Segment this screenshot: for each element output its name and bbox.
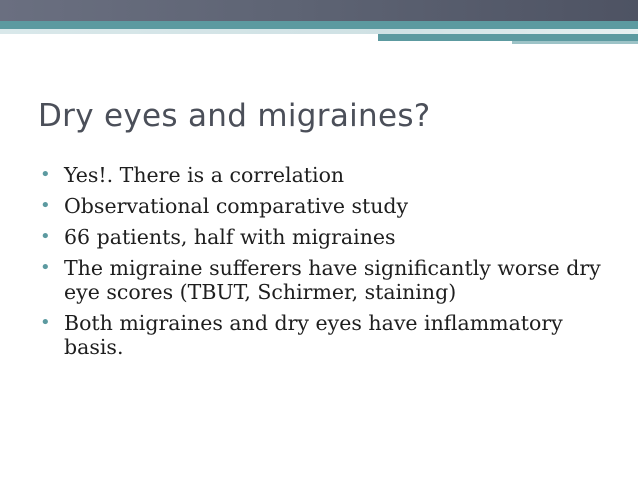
header-accent-band bbox=[378, 34, 638, 41]
bullet-icon: • bbox=[40, 195, 51, 216]
bullet-text: 66 patients, half with migraines bbox=[64, 225, 396, 249]
header-accent-stripe bbox=[512, 41, 638, 44]
header-dark-band bbox=[0, 0, 638, 21]
bullet-text: Yes!. There is a correlation bbox=[64, 163, 345, 187]
slide-title: Dry eyes and migraines? bbox=[38, 98, 431, 134]
bullet-icon: • bbox=[40, 257, 51, 278]
bullet-icon: • bbox=[40, 226, 51, 247]
header-teal-band bbox=[0, 21, 638, 29]
bullet-icon: • bbox=[40, 312, 51, 333]
bullet-text: Both migraines and dry eyes have inflammatory basis. bbox=[64, 311, 563, 359]
header-decoration bbox=[0, 0, 638, 44]
bullet-item bbox=[40, 256, 620, 304]
bullet-item bbox=[40, 194, 620, 218]
bullet-item bbox=[40, 163, 620, 187]
bullet-icon: • bbox=[40, 164, 51, 185]
bullet-text: The migraine sufferers have significantly worse dry eye scores (TBUT, Schirmer, staining) bbox=[64, 256, 601, 304]
bullet-item bbox=[40, 311, 620, 359]
bullet-list bbox=[40, 163, 620, 366]
bullet-item bbox=[40, 225, 620, 249]
bullet-text: Observational comparative study bbox=[64, 194, 409, 218]
